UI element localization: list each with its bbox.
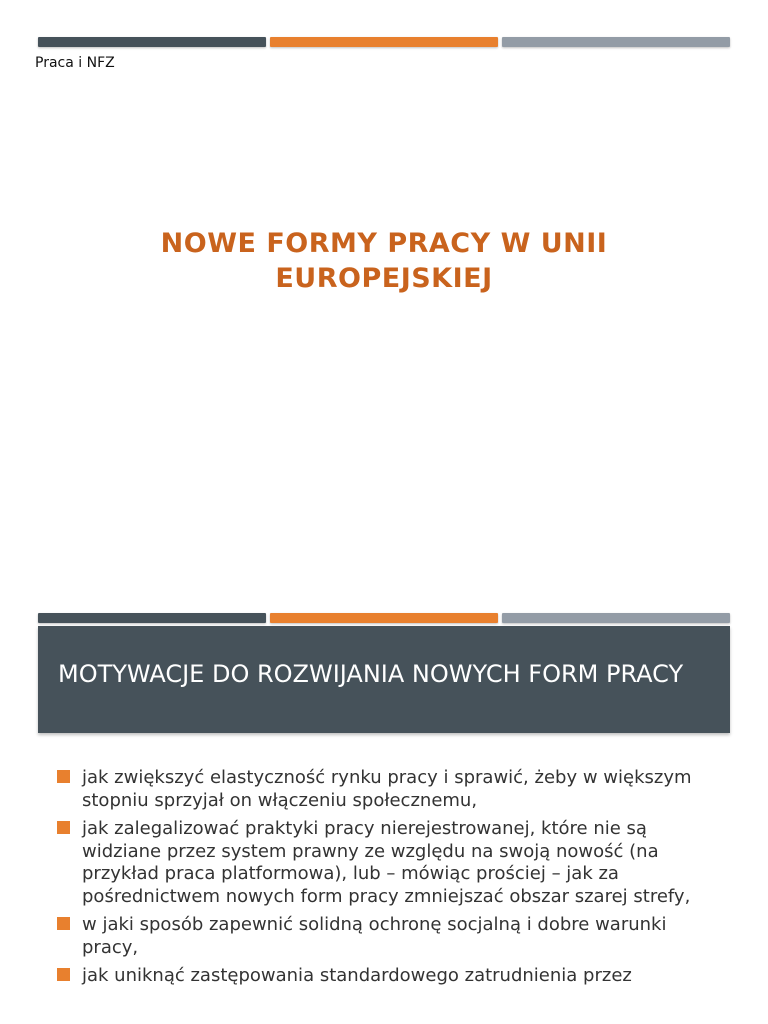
accent-bar-orange (270, 613, 498, 623)
square-bullet-icon (57, 917, 70, 930)
bullet-item (56, 818, 716, 908)
accent-bar-orange (270, 37, 498, 47)
bullet-item (56, 767, 716, 812)
bullet-list (56, 767, 716, 994)
slide-title-line-1: NOWE FORMY PRACY W UNII (160, 228, 608, 259)
section-title: MOTYWACJE DO ROZWIJANIA NOWYCH FORM PRACY (58, 660, 684, 688)
top-accent-bars (38, 37, 730, 47)
section-accent-bars (38, 613, 730, 623)
square-bullet-icon (57, 968, 70, 981)
bullet-text: jak zwiększyć elastyczność rynku pracy i sprawić, żeby w większym stopniu sprzyjał on włączeniu społecznemu, (82, 767, 692, 811)
bullet-text: jak uniknąć zastępowania standardowego zatrudnienia przez (82, 965, 632, 986)
bullet-text: w jaki sposób zapewnić solidną ochronę socjalną i dobre warunki pracy, (82, 914, 667, 958)
bullet-text: jak zalegalizować praktyki pracy nierejestrowanej, które nie są widziane przez system prawny ze względu na swoją nowość (na przykład praca platformowa), lub – mówiąc prościej – jak za pośrednictwem nowych form pracy zmniejszać obszar szarej strefy, (82, 818, 691, 907)
accent-bar-dark (38, 613, 266, 623)
accent-bar-dark (38, 37, 266, 47)
square-bullet-icon (57, 770, 70, 783)
bullet-item (56, 965, 716, 988)
accent-bar-gray (502, 37, 730, 47)
slide-subtitle: Praca i NFZ (35, 55, 115, 71)
slide-title-line-2: EUROPEJSKIEJ (275, 263, 493, 294)
bullet-item (56, 914, 716, 959)
square-bullet-icon (57, 821, 70, 834)
accent-bar-gray (502, 613, 730, 623)
slide-title (38, 226, 730, 296)
section-title-band (38, 626, 730, 733)
